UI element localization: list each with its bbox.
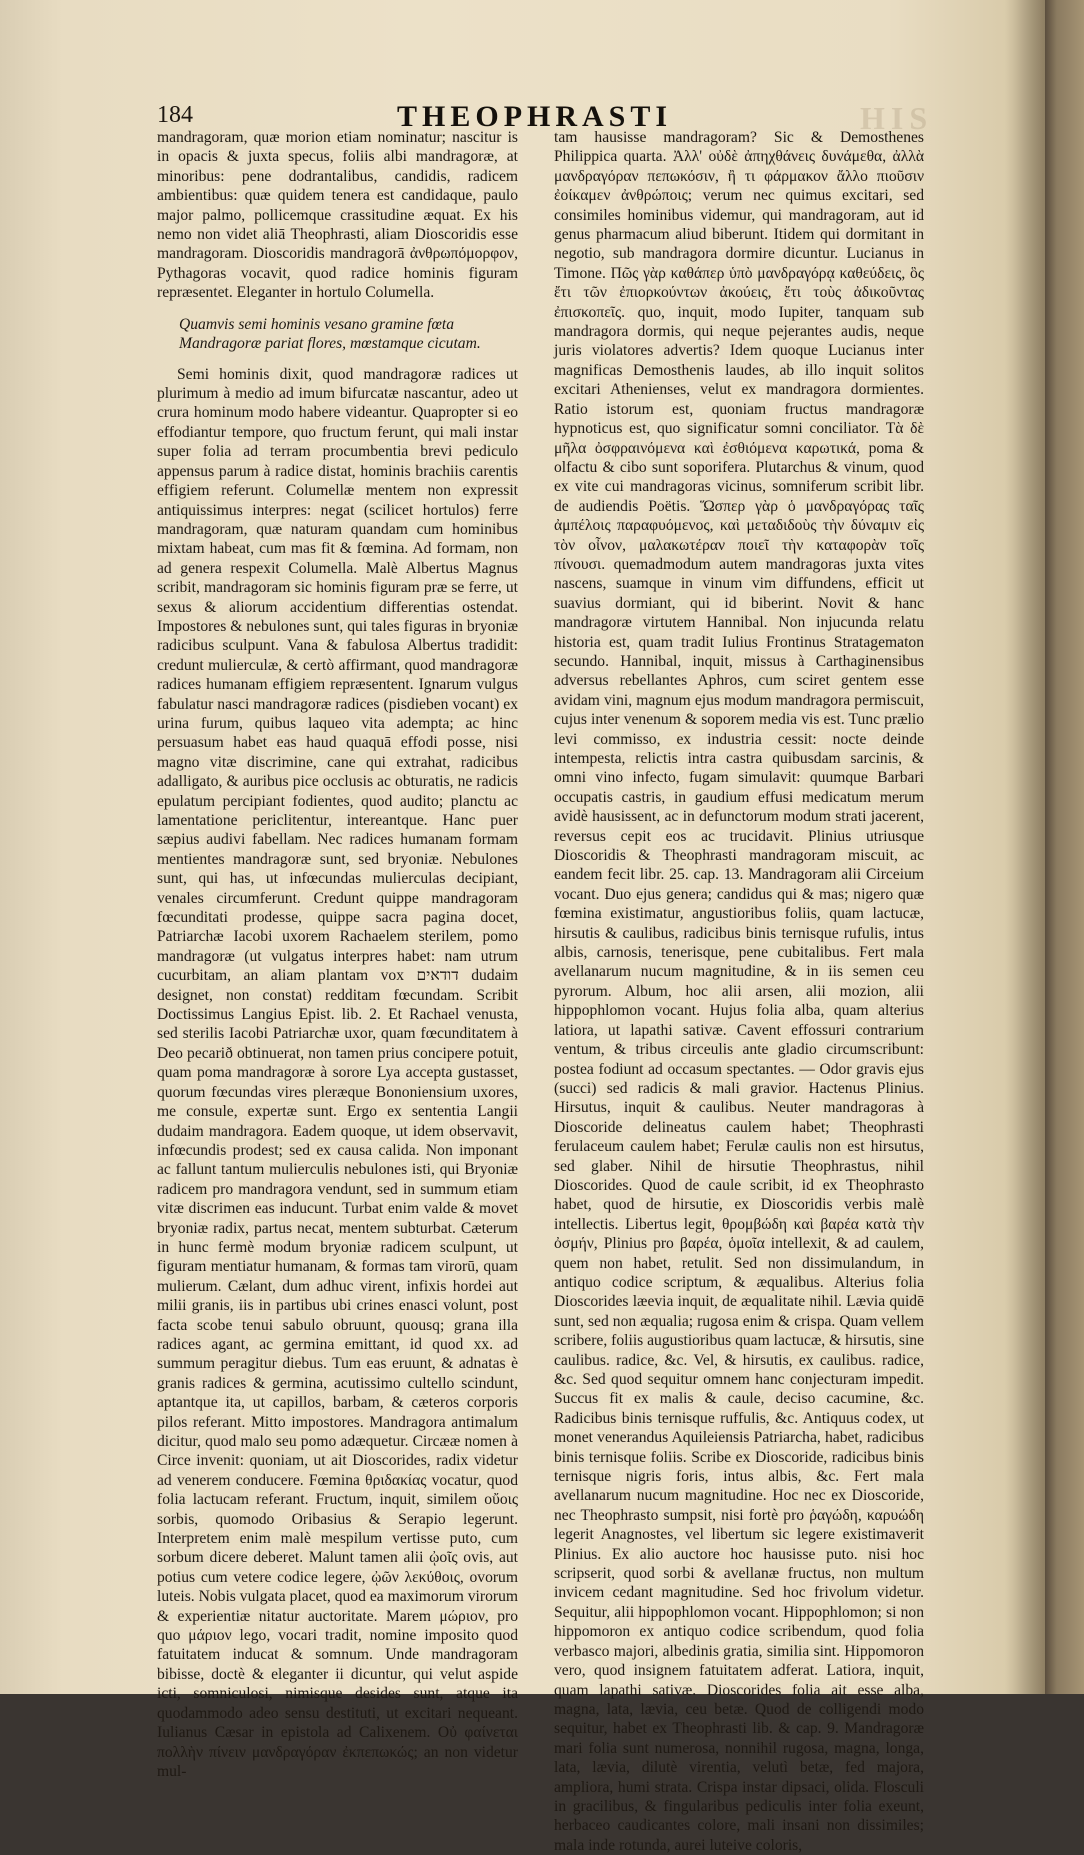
gutter-shadow (1005, 0, 1045, 1694)
left-paragraph-2: Semi hominis dixit, quod mandragoræ radices ut plurimum à medio ad imum bifurcatæ nascantur, adeo ut crura hominum modo habere videantur. Quapropter si eo effodiantur tempore, quo fructum ferunt, qui mali instar super folia ad terram procumbentia brevi pediculo appensus parum à radice distat, hominis brachiis carentis effigiem referunt. Columellæ mentem non expressit antiquissimus interpres: negat (scilicet hortulos) ferre mandragoram, quæ naturam quandam cum hominibus mixtam habeat, cum mas fit & fœmina. Ad formam, non ad genera respexit Columella. Malè Albertus Magnus scribit, mandragoram sic hominis figuram præ se ferre, ut sexus & aliorum accidentium differentias ostendat. Impostores & nebulones sunt, qui tales figuras in bryoniæ radicibus sculpunt. Vana & fabulosa Albertus tradidit: credunt mulierculæ, & certò affirmant, quod mandragoræ radices humanam effigiem repræsentent. Ignarum vulgus fabulatur nasci mandragoræ radices (pisdieben vocant) ex urina furum, quibus laqueo vita adempta; ac hinc persuasum habet eas haud quaquā effodi posse, nisi magno vitæ discrimine, cane qui extrahat, radicibus adalligato, & auribus pice occlusis ac obturatis, ne radicis epulatum percipiant fodientes, quod audito; planctu ac lamentatione periclitentur, intereantque. Hanc puer sæpius audivi fabellam. Nec radices humanam formam mentientes mandragoræ sunt, sed bryoniæ. Nebulones sunt, qui has, ut infœcundas mulierculas decipiant, venales circumferunt. Credunt quippe mandragoram fœcunditati prodesse, quippe sacra pagina docet, Patriarchæ Iacobi uxorem Rachaelem sterilem, pomo mandragoræ (ut vulgatus interpres habet: nam utrum cucurbitam, an aliam plantam vox דודאים dudaim designet, non constat) redditam fœcundam. Scribit Doctissimus Langius Epist. lib. 2. Et Rachael venusta, sed sterilis Iacobi Patriarchæ uxor, quam fœcunditatem à Deo pecarið obtinuerat, non tamen prius concipere potuit, quam poma mandragoræ à sorore Lya accepta gustasset, quorum fœcundas vires pleræque Bononiensium uxores, me consule, expertæ sunt. Ergo ex sententia Langii dudaim mandragora. Eadem quoque, ut idem observavit, infœcundis prodest; sed ex causa calida. Non imponant ac fallunt tantum mulierculis nebulones isti, qui Bryoniæ radicem pro mandragora vendunt, sed in summum etiam vitæ discrimen eas inducunt. Turbat enim valde & movet bryoniæ radix, partus necat, mentem subturbat. Cæterum in hunc fermè modum bryoniæ radicem sculpunt, ut figuram mentiatur humanam, & formas tam virorū, quam mulierum. Cælant, dum adhuc virent, infixis hordei aut milii granis, iis in partibus ubi crines enasci volunt, post facta scobe tenui sabulo obruunt, quousq; grana illa radices agant, ac germina emittant, id quod xx. ad summum peragitur diebus. Tum eas eruunt, & adnatas è granis radices & germina, acutissimo cultello scindunt, aptantque ita, ut capillos, barbam, & cæteros corporis pilos referant. Mitto impostores. Mandragora antimalum dicitur, quod malo seu pomo adæquetur. Circææ nomen à Circe invenit: quoniam, ut ait Dioscorides, radix videtur ad venerem conducere. Fœmina θριδακίας vocatur, quod folia lactucam referant. Fructum, inquit, similem οὔοις sorbis, quomodo Oribasius & Serapio legerunt. Interpretem enim malè mespilum vertisse puto, cum sorbum dicere deberet. Malunt tamen alii ᾠοῖς ovis, aut potius cum vetere codice legere, ᾠῶν λεκύθοις, ovorum luteis. Nobis vulgata placet, quod ea maximorum virorum & experientiæ nitatur auctoritate. Marem μώριον, pro quo μάριον lego, vocari tradit, nomine imposito quod fatuitatem inducat & somnum. Unde mandragoram bibisse, doctè & eleganter ii dicuntur, qui velut aspide icti, somniculosi, nimisque desides sunt, atque ita quodammodo adeo sensu destituti, ut excitari nequeant. Iulianus Cæsar in epistola ad Calixenem. Οὐ φαίνεται πολλὴν πίνειν μανδραγόραν ἐκπεπωκώς; an non videtur mul- (157, 365, 518, 1780)
next-page-edge (1045, 0, 1084, 1694)
page-number: 184 (157, 102, 193, 128)
running-title: THEOPHRASTI (397, 100, 673, 133)
left-column (157, 128, 518, 1781)
verse-line-1: Quamvis semi hominis vesano gramine fœta (179, 315, 455, 333)
verse-line-2: Mandragoræ pariat flores, mœstamque cicutam. (179, 334, 481, 352)
bleed-through-text: HIS (860, 100, 934, 136)
right-paragraph-1: tam hausisse mandragoram? Sic & Demosthenes Philippica quarta. Ἀλλ' οὐδὲ ἀπηχθάνεις δυνάμεθα, ἀλλὰ μανδραγόραν πεπωκόσιν, ἢ τι φάρμακον ἄλλο πιοῦσιν ἐοίκαμεν ἀνθρώποις; verum nec quimus excitari, sed consimiles hominibus videmur, qui mandragoram, aut id genus pharmacum aliud biberunt. Itidem qui dormitant in negotio, sub mandragora dormire dicuntur. Lucianus in Timone. Πῶς γὰρ καθάπερ ὑπὸ μανδραγόρᾳ καθεύδεις, ὃς ἔτι τῶν ἐπιορκούντων ἀκούεις, ἔτι τοὺς ἀδικοῦντας ἐπισκοπεῖς. quo, inquit, modo Iupiter, tanquam sub mandragora dormis, qui neque pejerantes audis, neque juris violatores advertis? Idem quoque Lucianus inter magnificas Demosthenis laudes, ab illo inquit solitos excitari Athenienses, velut ex mandragora dormientes. Ratio istorum est, quoniam fructus mandragoræ hypnoticus est, quo significatur somni conciliator. Τὰ δὲ μῆλα ὀσφραινόμενα καὶ ἐσθιόμενα καρωτικά, poma & olfactu & cibo sunt soporifera. Plutarchus & vinum, quod ex vite cui mandragoras vicinus, somniferum scribit libr. de audiendis Poëtis. Ὥσπερ γὰρ ὁ μανδραγόρας ταῖς ἀμπέλοις παραφυόμενος, καὶ μεταδιδοὺς τὴν δύναμιν εἰς τὸν οἶνον, μαλακωτέραν ποιεῖ τὴν καταφορὰν τοῖς πίνουσι. quemadmodum autem mandragoras juxta vites nascens, suamque in vinum vim diffundens, efficit ut suavius dormiant, qui id biberint. Novit & hanc mandragoræ virtutem Hannibal. Non injucunda relatu historia est, quam tradit Iulius Frontinus Stratagematon secundo. Hannibal, inquit, missus à Carthaginensibus adversus rebellantes Aphros, cum sciret gentem esse avidam vini, magnum ejus modum mandragora permiscuit, cujus inter venenum & soporem media vis est. Tunc prælio levi commisso, ex industria cessit: nocte deinde intempesta, relictis intra castra quibusdam sarcinis, & omni vino infecto, fugam simulavit: quumque Barbari occupatis castris, in gaudium effusi medicatum merum avidè hausissent, ac in defunctorum modum strati jacerent, reversus cepit eos ac trucidavit. Plinius utriusque Dioscoridis & Theophrasti mandragoram miscuit, ac eandem fecit libr. 25. cap. 13. Mandragoram alii Circeium vocant. Duo ejus genera; candidus qui & mas; nigero quæ fœmina existimatur, angustioribus foliis, quam lactucæ, hirsutis & caulibus, radicibus binis ternisque rufulis, intus albis, carnosis, tenerisque, pene cubitalibus. Fert mala avellanarum nucum magnitudine, & in iis semen ceu pyrorum. Album, hoc alii arsen, alii mozion, alii hippophlomon vocant. Hujus folia alba, quam alterius latiora, ut lapathi sativæ. Cavent effossuri contrarium ventum, & tribus circeulis ante gladio circumscribunt: postea fodiunt ad occasum spectantes. — Odor gravis ejus (succi) sed radicis & mali gravior. Hactenus Plinius. Hirsutus, inquit & caulibus. Neuter mandragoras à Dioscoride delineatus caulem habet; Theophrasti ferulaceum caulem habet; Ferulæ caulis non est hirsutus, sed glaber. Nihil de hirsutie Theophrastus, nihil Dioscorides. Quod de caule scribit, id ex Theophrasto habet, quod de hirsutie, ex Dioscoridis verbis malè intellectis. Libertus legit, θρομβώδη καὶ βαρέα κατὰ τὴν ὀσμήν, Plinius pro βαρέα, ὁμοῖα intellexit, & ad caulem, quem non habet, retulit. Sed non dissimulandum, in antiquo codice scriptum, & æqualibus. Alterius folia Dioscorides læevia inquit, de æqualitate nihil. Lævia quidē sunt, sed non æqualia; rugosa enim & crispa. Quam vellem scribere, foliis augustioribus quam lactucæ, & hirsutis, sine caulibus. radice, &c. Vel, & hirsutis, ex caulibus. radice, &c. Sed quod sequitur omnem hanc conjecturam impedit. Succus fit ex malis & caule, deciso cacumine, &c. Radicibus binis ternisque ruffulis, &c. Antiquus codex, ut monet venerandus Aquileiensis Patriarcha, habet, radicibus binis ternisque foliis. Scribe ex Dioscoride, radicibus binis ternisque nigris foris, intus albis, &c. Fert mala avellanarum nucum magnitudine. Hoc nec ex Dioscoride, nec Theophrasto sumpsit, nisi fortè pro ῥαγώδη, καρυώδη legerit Anagnostes, vel libertum sic legere existimaverit Plinius. Ex alio auctore hoc hausisse puto. nisi hoc scripserit, quod sorbi & avellanæ fructus, non multum invicem cedant magnitudine. Sed hoc frivolum videtur. Sequitur, alii hippophlomon vocant. Hippophlomon; si non hippomoron ex antiquo codice scribendum, quod folia verbasco majori, albedinis gratia, similia sint. Hippomoron vero, quod insignem fatuitatem adferat. Latiora, inquit, quam lapathi sativæ. Dioscorides folia ait esse alba, magna, lata, lævia, ceu betæ. Quod de colligendi modo sequitur, habet ex Theophrasti lib. & cap. 9. Mandragoræ mari folia sunt numerosa, nonnihil rugosa, magna, longa, lata, lævia, dilutè virentia, velutì betæ, fed majora, ampliora, humi strata. Crispa instar dipsaci, olida. Flosculi in gracilibus, & fingularibus pediculis inter folia exeunt, herbaceo caudicantes colore, mali insani non dissimiles; mala inde rotunda, aurei luteive coloris, (554, 129, 924, 1854)
right-column (554, 128, 924, 1855)
verse-quotation (179, 315, 518, 353)
left-paragraph-1: mandragoram, quæ morion etiam nominatur; nascitur is in opacis & juxta specus, foliis albi mandragoræ, at minoribus: pene dodrantalibus, candidis, radicem ambientibus: quæ quidem tenera est candidaque, paulo major palmo, pollicemque crassitudine æquat. Ex his nemo non videt aliā Theophrasti, aliam Dioscoridis esse mandragoram. Dioscoridis mandragorā ἀνθρωπόμορφον, Pythagoras vocavit, quod radice hominis figuram repræsentet. Eleganter in hortulo Columella. (157, 129, 518, 302)
